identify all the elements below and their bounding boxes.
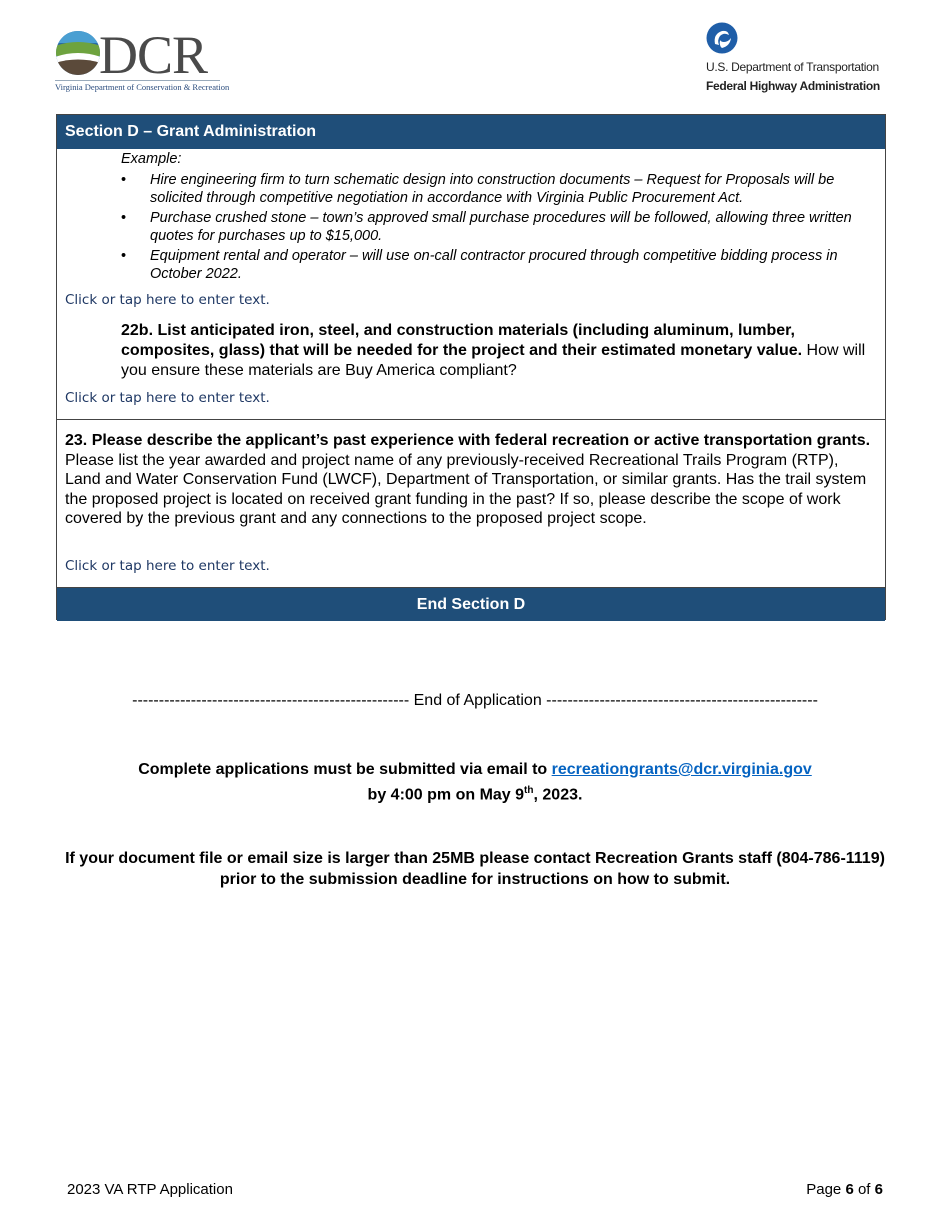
submission-instructions (0, 759, 950, 805)
question-23-detail: Please list the year awarded and project name of any previously-received Recreational Trails Program (RTP), Land and Water Conservation Fund (LWCF), Department of Transportation, or similar grants. Has the trail system the proposed project is located on received grant funding in the past? If so, please describe the scope of work covered by the previous grant and any connections to the proposed project scope. (65, 451, 867, 528)
bullet-icon: • (121, 248, 127, 264)
example-label: Example: (121, 151, 182, 167)
deadline-prefix: by 4:00 pm on May 9 (367, 786, 525, 804)
file-size-note: If your document file or email size is larger than 25MB please contact Recreation Grants staff (804-786-1119) prior to the submission deadline for instructions on how to submit. (65, 850, 885, 888)
section-title: Section D – Grant Administration (57, 115, 885, 149)
list-item: • Purchase crushed stone – town’s approved small purchase procedures will be followed, allowing three written quotes for purchases up to $15,000. (121, 210, 852, 244)
usdot-triskelion-icon (706, 22, 738, 54)
deadline-suffix: , 2023. (533, 786, 583, 804)
answer-23-field[interactable]: Click or tap here to enter text. (65, 558, 270, 574)
question-22b-prompt: 22b. List anticipated iron, steel, and construction materials (including aluminum, lumber, composites, glass) that will be needed for the project and their estimated monetary value. (121, 322, 803, 359)
question-23-prompt: 23. Please describe the applicant’s past experience with federal recreation or active transportation grants. (65, 432, 871, 449)
dcr-wordmark: DCR (99, 25, 208, 85)
bullet-icon: • (121, 172, 127, 188)
answer-22a-field[interactable]: Click or tap here to enter text. (65, 292, 270, 308)
email-link[interactable]: recreationgrants@dcr.virginia.gov (551, 761, 812, 778)
bullet-icon: • (121, 210, 127, 226)
end-section-banner: End Section D (57, 587, 885, 621)
footer-title: 2023 VA RTP Application (67, 1181, 233, 1198)
question-23 (65, 431, 875, 529)
list-item: • Hire engineering firm to turn schematic design into construction documents – Request for Proposals will be solicited through competitive negotiation in accordance with Virginia Public Procurement Act. (121, 172, 835, 206)
submit-prefix: Complete applications must be submitted via email to (138, 761, 548, 778)
usdot-name: U.S. Department of Transportation (706, 60, 879, 74)
row-divider (57, 419, 885, 420)
example-list (121, 171, 873, 285)
question-22b (121, 321, 881, 381)
end-of-application: ---------------------------------------------------- End of Application --------------------------------------------------- (132, 692, 818, 709)
fhwa-name: Federal Highway Administration (706, 79, 880, 93)
answer-22b-field[interactable]: Click or tap here to enter text. (65, 390, 270, 406)
question-22b-detail: How will you ensure these materials are Buy America compliant? (121, 342, 866, 379)
dcr-logo-mark-icon (55, 30, 101, 76)
dcr-logo (55, 25, 230, 94)
dcr-subtitle: Virginia Department of Conservation & Recreation (55, 82, 230, 92)
page-number: Page 6 of 6 (806, 1181, 883, 1198)
deadline-ordinal: th (524, 785, 534, 796)
usdot-fhwa-logo (706, 22, 896, 94)
list-item: • Equipment rental and operator – will use on-call contractor procured through competitive bidding process in October 2022. (121, 248, 838, 282)
section-d-table (56, 114, 886, 620)
